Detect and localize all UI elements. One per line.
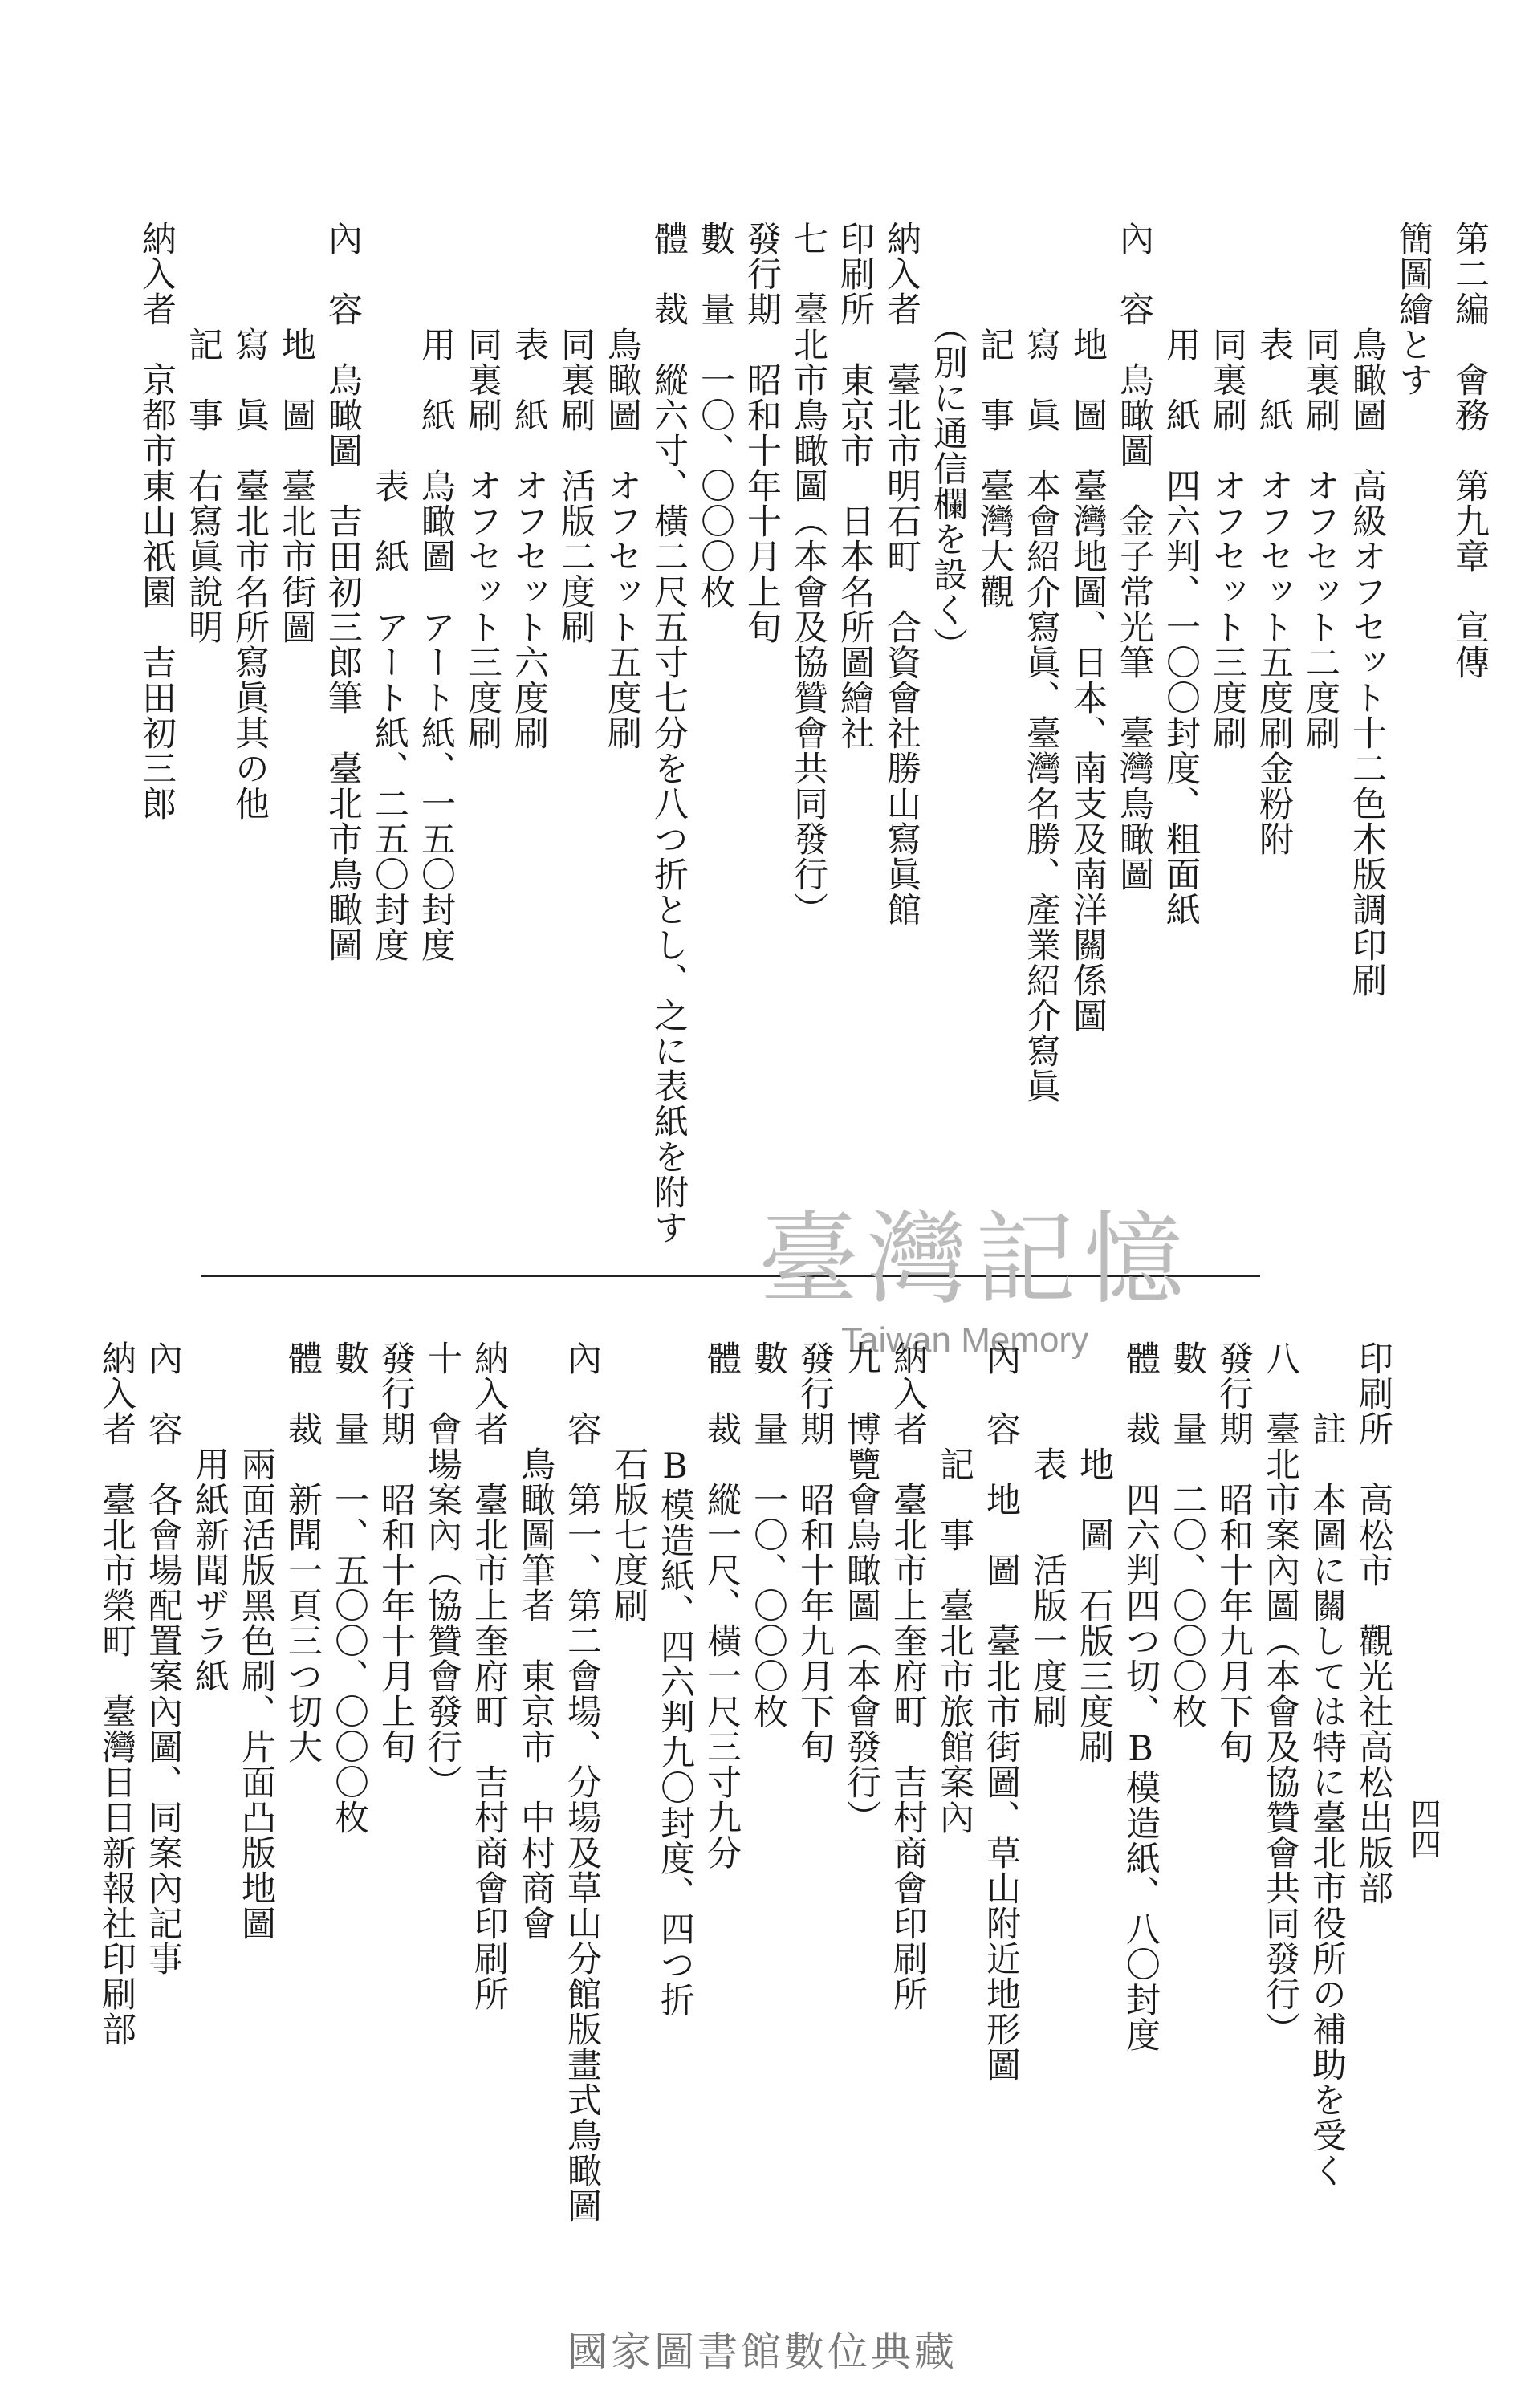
text-column: 記 事 臺北市旅館案內 [934, 1340, 974, 1835]
text-column: 數 量 一〇、〇〇〇枚 [748, 1340, 788, 1729]
text-column: 內 容 地 圖 臺北市街圖、草山附近地形圖 [981, 1340, 1021, 2082]
text-column: 印刷所 高松市 觀光社高松出版部 [1353, 1340, 1393, 1906]
library-footer: 國家圖書館數位典藏 [567, 2329, 958, 2375]
text-column: 記 事 右寫眞說明 [183, 221, 223, 645]
watermark-subtitle: Taiwan Memory [841, 1320, 1089, 1360]
section-heading: 八 臺北市案內圖（本會及協贊會共同發行） [1260, 1340, 1300, 2047]
text-column: 數 量 一〇、〇〇〇枚 [695, 221, 735, 609]
text-column: 表 紙 オフセット五度刷金粉附 [1254, 221, 1294, 856]
top-section [133, 221, 1437, 1245]
text-column: 發行期 昭和十年九月下旬 [795, 1340, 835, 1764]
page-number: 四四 [1405, 1798, 1441, 1859]
text-column: 寫 眞 臺北市名所寫眞其の他 [230, 221, 270, 821]
text-column: 兩面活版黑色刷、片面凸版地圖 [236, 1340, 276, 1941]
text-column: 表 紙 アート紙、二五〇封度 [369, 221, 409, 962]
text-column: 同裏刷 活版二度刷 [555, 221, 596, 645]
text-column: 體 裁 縱六寸、橫二尺五寸七分を八つ折とし、之に表紙を附す [649, 221, 689, 1245]
text-column: 鳥瞰圖筆者 東京市 中村商會 [515, 1340, 555, 1941]
text-column: 地 圖 石版三度刷 [1074, 1340, 1114, 1764]
text-column: 數 量 一、五〇〇、〇〇〇枚 [329, 1340, 369, 1835]
text-column: 寫 眞 本會紹介寫眞、臺灣名勝、產業紹介寫眞 [1021, 221, 1061, 1104]
text-column: 註 本圖に關しては特に臺北市役所の補助を受く [1307, 1340, 1347, 2188]
text-column: 同裏刷 オフセット三度刷 [462, 221, 502, 750]
text-column: 內 容 各會場配置案內圖、同案內記事 [143, 1340, 183, 1976]
text-column: （別に通信欄を設く） [928, 221, 968, 663]
text-column: 用 紙 鳥瞰圖 アート紙、一五〇封度 [416, 221, 456, 962]
text-column: 鳥瞰圖 高級オフセット十二色木版調印刷 [1347, 221, 1387, 998]
text-column: 體 裁 新聞一頁三つ切大 [283, 1340, 323, 1764]
text-column: 記 事 臺灣大觀 [974, 221, 1015, 609]
text-column: 印刷所 東京市 日本名所圖繪社 [835, 221, 875, 750]
text-column: 表 紙 オフセット六度刷 [509, 221, 549, 750]
section-heading: 九 博覽會鳥瞰圖（本會發行） [841, 1340, 881, 1835]
text-column: 表 活版一度刷 [1027, 1340, 1068, 1729]
text-column: 發行期 昭和十年十月上旬 [376, 1340, 416, 1764]
text-column: 發行期 昭和十年九月下旬 [1214, 1340, 1254, 1764]
text-column: 納入者 臺北市上奎府町 吉村商會印刷所 [469, 1340, 509, 2011]
text-column: 地 圖 臺灣地圖、日本、南支及南洋關係圖 [1068, 221, 1108, 1033]
text-column: 納入者 臺北市明石町 合資會社勝山寫眞館 [881, 221, 921, 927]
section-heading: 十 會場案內（協贊會發行） [422, 1340, 462, 1800]
text-column: 發行期 昭和十年十月上旬 [742, 221, 782, 645]
text-column: 石版七度刷 [608, 1340, 649, 1623]
text-column: 簡圖繪とす [1393, 221, 1434, 397]
text-column: 數 量 二〇、〇〇〇枚 [1167, 1340, 1207, 1729]
text-column: 同裏刷 オフセット三度刷 [1207, 221, 1247, 750]
text-column: 納入者 臺北市上奎府町 吉村商會印刷所 [888, 1340, 928, 2011]
text-column: 內 容 鳥瞰圖 金子常光筆 臺灣鳥瞰圖 [1114, 221, 1154, 892]
text-column: 地 圖 臺北市街圖 [276, 221, 316, 645]
text-column: 內 容 鳥瞰圖 吉田初三郎筆 臺北市鳥瞰圖 [323, 221, 363, 962]
text-column: 鳥瞰圖 オフセット五度刷 [602, 221, 642, 750]
text-column: 內 容 第一、第二會場、分場及草山分館版畫式鳥瞰圖 [562, 1340, 602, 2223]
text-column: 體 裁 縱一尺、橫一尺三寸九分 [702, 1340, 742, 1870]
text-column: 用 紙 四六判、一〇〇封度、粗面紙 [1161, 221, 1201, 927]
bottom-section [93, 1340, 1397, 2223]
text-column: 納入者 臺北市榮町 臺灣日日新報社印刷部 [96, 1340, 136, 2047]
text-column: 納入者 京都市東山祇園 吉田初三郎 [136, 221, 177, 821]
text-column: B模造紙、四六判九〇封度、四つ折 [655, 1340, 695, 2017]
text-column: 用紙新聞ザラ紙 [189, 1340, 230, 1694]
watermark: 臺灣記憶 [758, 1202, 1192, 1318]
text-column: 體 裁 四六判四つ切、B模造紙、八〇封度 [1120, 1340, 1161, 2052]
text-column: 同裏刷 オフセット二度刷 [1300, 221, 1340, 750]
section-heading: 七 臺北市鳥瞰圖（本會及協贊會共同發行） [788, 221, 828, 927]
running-header: 第二編 會務 第九章 宣傳 [1450, 221, 1490, 680]
